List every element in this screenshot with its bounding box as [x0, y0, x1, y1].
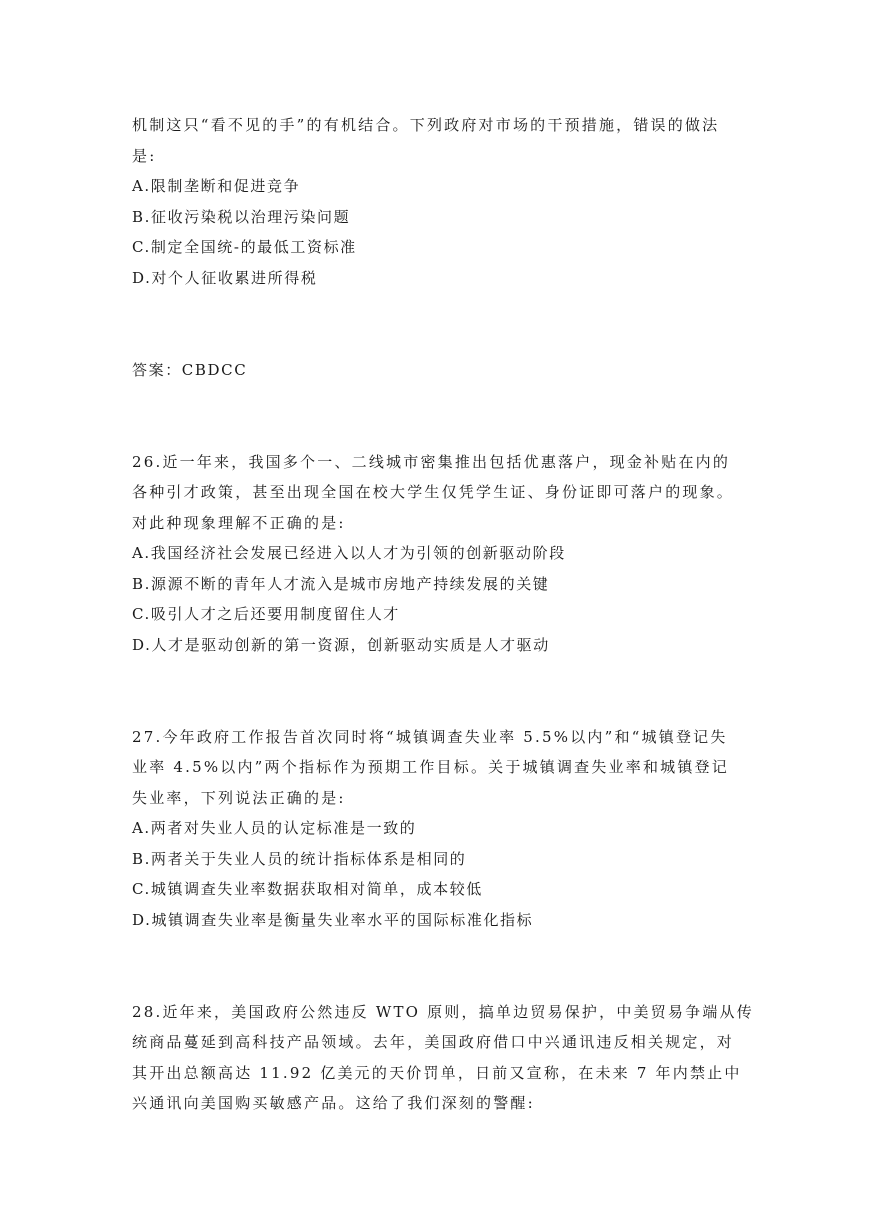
q27-option-a: A.两者对失业人员的认定标准是一致的 — [132, 819, 417, 837]
q25-stem-line-1: 机制这只“看不见的手”的有机结合。下列政府对市场的干预措施，错误的做法 — [132, 116, 720, 134]
q25-stem-line-2: 是: — [132, 147, 157, 165]
q26-option-b: B.源源不断的青年人才流入是城市房地产持续发展的关键 — [132, 575, 550, 593]
q27-stem-line-2: 业率 4.5%以内”两个指标作为预期工作目标。关于城镇调查失业率和城镇登记 — [132, 758, 729, 776]
q26-stem-line-1: 26.近一年来，我国多个一、二线城市密集推出包括优惠落户，现金补贴在内的 — [132, 453, 731, 471]
q28-stem-line-3: 其开出总额高达 11.92 亿美元的天价罚单，日前又宣称，在未来 7 年内禁止中 — [132, 1064, 742, 1082]
q26-stem-line-3: 对此种现象理解不正确的是: — [132, 514, 346, 532]
q26-option-c: C.吸引人才之后还要用制度留住人才 — [132, 605, 400, 623]
q27-stem-line-1: 27.今年政府工作报告首次同时将“城镇调查失业率 5.5%以内”和“城镇登记失 — [132, 728, 728, 746]
q26-stem-line-2: 各种引才政策，甚至出现全国在校大学生仅凭学生证、身份证即可落户的现象。 — [132, 483, 735, 501]
q28-stem-line-4: 兴通讯向美国购买敏感产品。这给了我们深刻的警醒: — [132, 1094, 535, 1112]
q27-option-b: B.两者关于失业人员的统计指标体系是相同的 — [132, 850, 467, 868]
q26-option-d: D.人才是驱动创新的第一资源，创新驱动实质是人才驱动 — [132, 636, 550, 654]
q28-stem-line-1: 28.近年来，美国政府公然违反 WTO 原则，搞单边贸易保护，中美贸易争端从传 — [132, 1003, 754, 1021]
q27-stem-line-3: 失业率，下列说法正确的是: — [132, 789, 346, 807]
q26-option-a: A.我国经济社会发展已经进入以人才为引领的创新驱动阶段 — [132, 544, 566, 562]
answer-line: 答案：CBDCC — [132, 361, 248, 379]
q25-option-a: A.限制垄断和促进竞争 — [132, 177, 301, 195]
q27-option-c: C.城镇调查失业率数据获取相对简单，成本较低 — [132, 880, 483, 898]
q25-option-d: D.对个人征收累进所得税 — [132, 269, 318, 287]
q25-option-b: B.征收污染税以治理污染问题 — [132, 208, 351, 226]
q25-option-c: C.制定全国统-的最低工资标准 — [132, 238, 357, 256]
q28-stem-line-2: 统商品蔓延到高科技产品领域。去年，美国政府借口中兴通讯违反相关规定，对 — [132, 1033, 735, 1051]
q27-option-d: D.城镇调查失业率是衡量失业率水平的国际标准化指标 — [132, 911, 534, 929]
